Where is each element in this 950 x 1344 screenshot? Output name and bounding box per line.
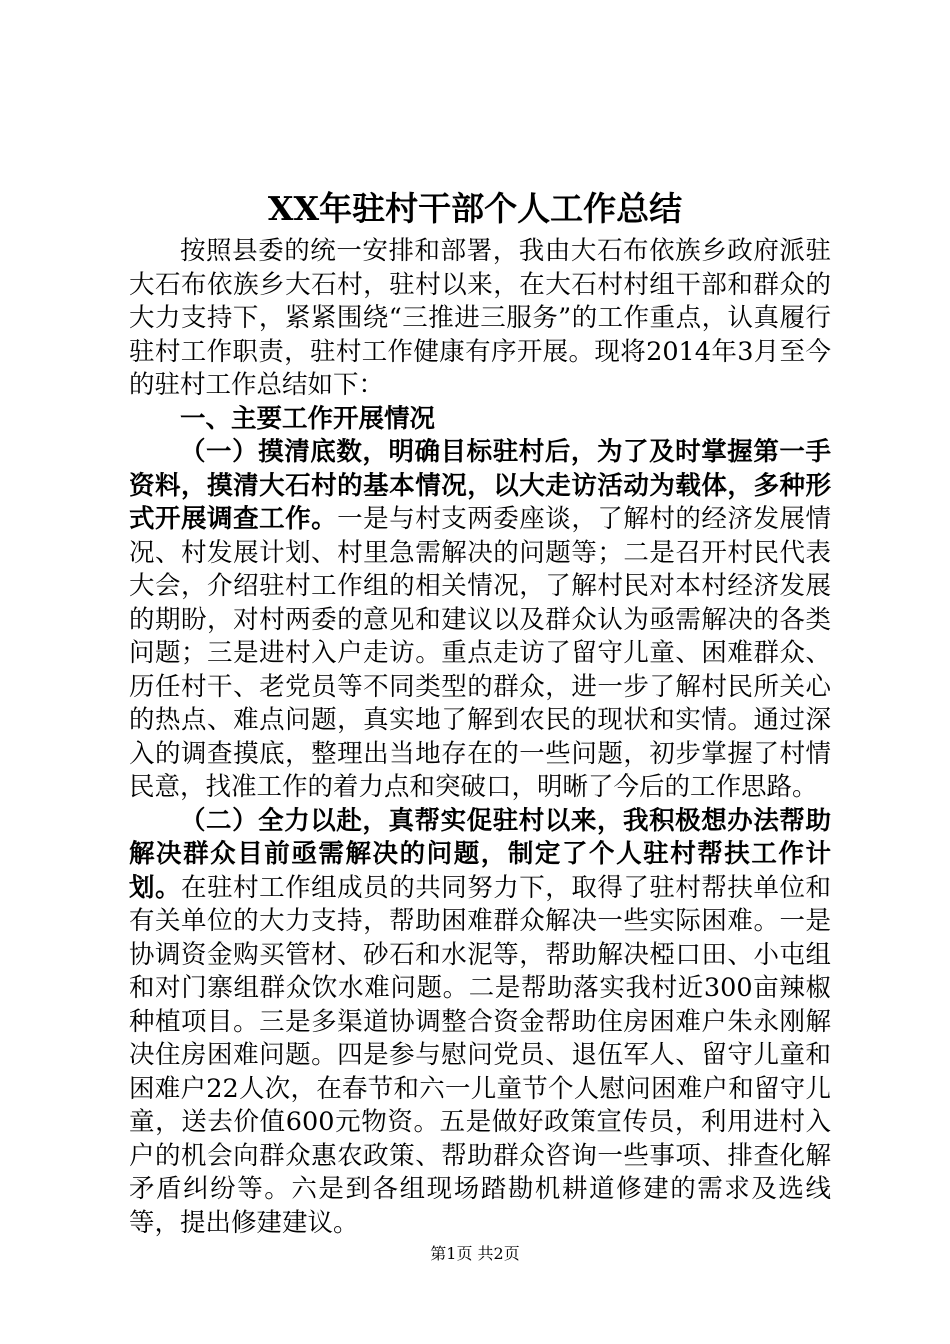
paragraph-1-body: 一是与村支两委座谈，了解村的经济发展情况、村发展计划、村里急需解决的问题等；二是召开村民代表大会，介绍驻村工作组的相关情况，了解村民对本村经济发展的期盼，对村两委的意见和建议以及群众认为亟需解决的各类问题；三是进村入户走访。重点走访了留守儿童、困难群众、历任村干、老党员等不同类型的群众，进一步了解村民所关心的热点、难点问题，真实地了解到农民的现状和实情。通过深入的调查摸底，整理出当地存在的一些问题，初步掌握了村情民意，找准工作的着力点和突破口，明晰了今后的工作思路。: [129, 504, 831, 802]
paragraph-2-body: 在驻村工作组成员的共同努力下，取得了驻村帮扶单位和有关单位的大力支持，帮助困难群众解决一些实际困难。一是协调资金购买管材、砂石和水泥等，帮助解决椏口田、小屯组和对门寨组群众饮水难问题。二是帮助落实我村近300亩辣椒种植项目。三是多渠道协调整合资金帮助住房困难户朱永刚解决住房困难问题。四是参与慰问党员、退伍军人、留守儿童和困难户22人次，在春节和六一儿童节个人慰问困难户和留守儿童，送去价值600元物资。五是做好政策宣传员，利用进村入户的机会向群众惠农政策、帮助群众咨询一些事项、排查化解矛盾纠纷等。六是到各组现场踏勘机耕道修建的需求及选线等，提出修建建议。: [129, 872, 831, 1238]
paragraph-1-lead: （一）摸清底数，明确目标驻村后，为了及时掌握第一手资料，摸清大石村的基本情况，以大走访活动为载体，多种形式开展调查工作。: [129, 437, 831, 534]
page-footer: 第1页 共2页: [430, 1244, 520, 1263]
paragraph-1: [129, 436, 831, 805]
intro-paragraph: 按照县委的统一安排和部署，我由大石布依族乡政府派驻大石布依族乡大石村，驻村以来，在大石村村组干部和群众的大力支持下，紧紧围绕“三推进三服务”的工作重点，认真履行驻村工作职责，驻村工作健康有序开展。现将2014年3月至今的驻村工作总结如下：: [129, 236, 831, 400]
section-heading: 一、主要工作开展情况: [180, 403, 436, 434]
document-title: XX年驻村干部个人工作总结: [267, 189, 683, 228]
paragraph-2: [129, 805, 831, 1241]
document-body: [129, 235, 831, 1240]
paragraph-2-lead: （二）全力以赴，真帮实促驻村以来，我积极想办法帮助解决群众目前亟需解决的问题，制定了个人驻村帮扶工作计划。: [129, 805, 831, 903]
